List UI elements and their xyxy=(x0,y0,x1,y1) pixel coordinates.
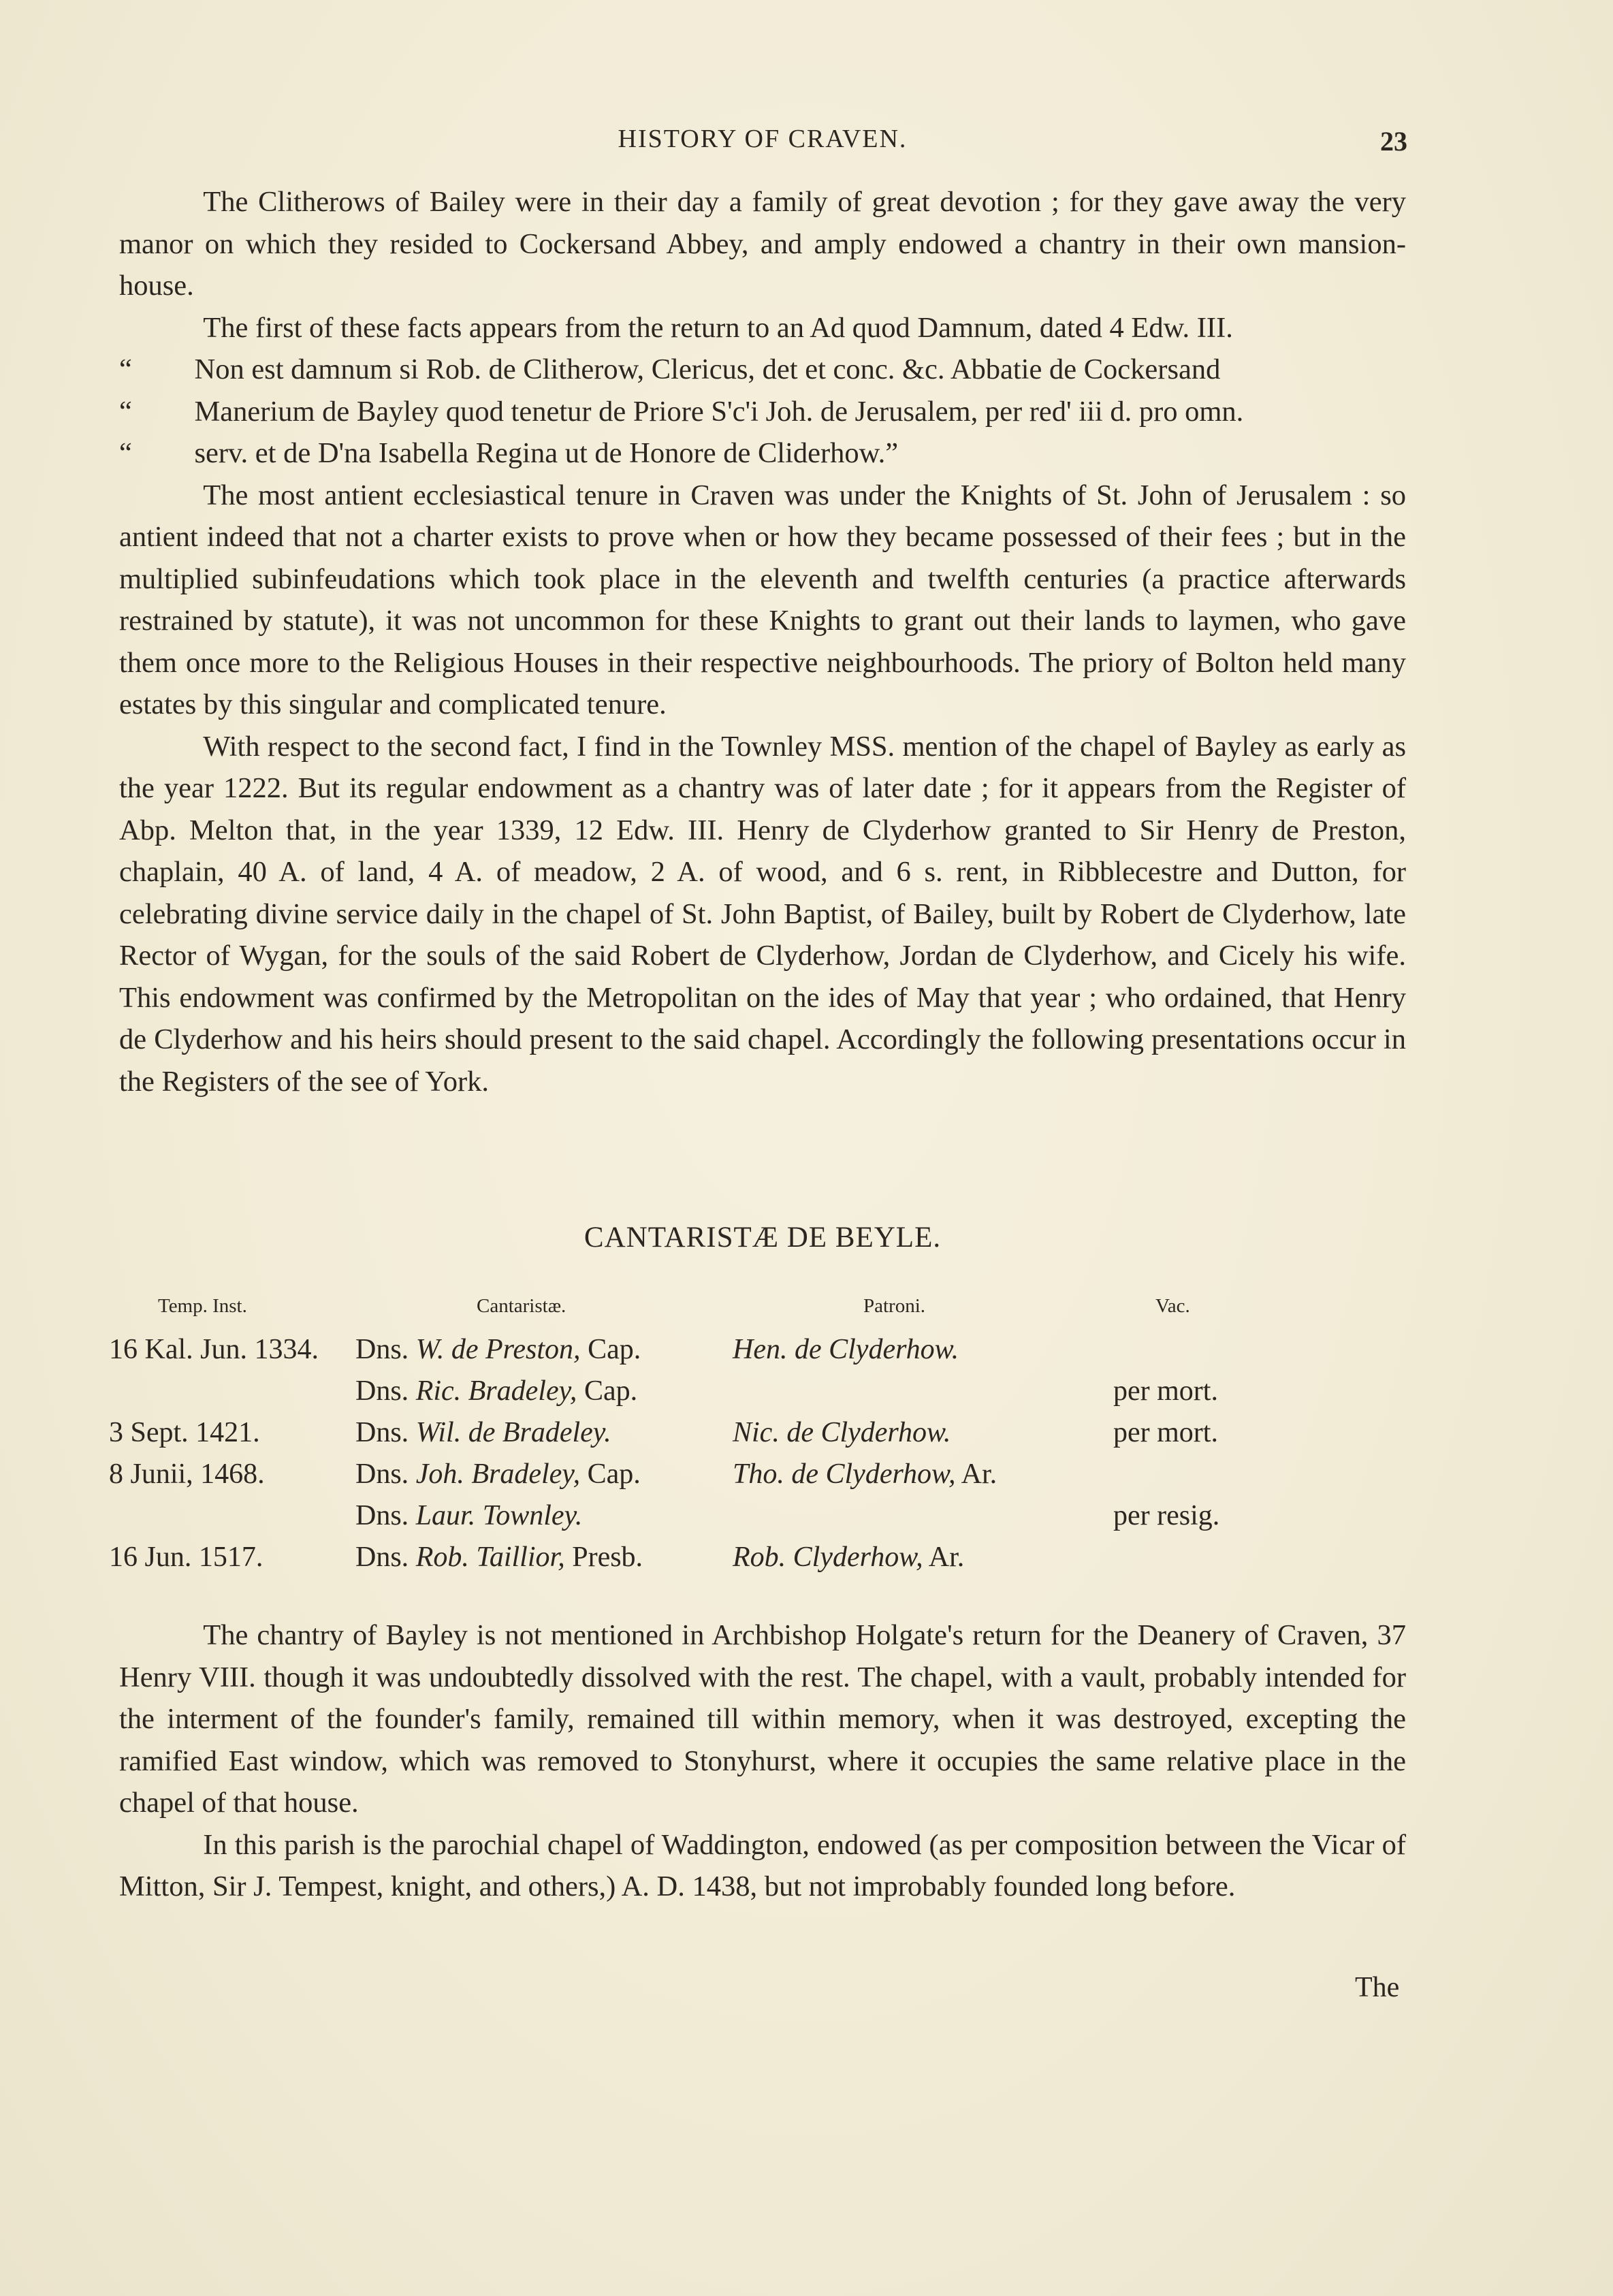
cantarist-cell xyxy=(355,1458,641,1490)
table-row xyxy=(109,1375,1416,1416)
paragraph: The Clitherows of Bailey were in their day a family of great devotion ; for they gave away the very manor on which they resided to Cockersand Abbey, and amply endowed a chantry in their own mansion-house. xyxy=(119,186,1406,302)
date-cell: 3 Sept. 1421. xyxy=(109,1417,260,1448)
cantarist-cell xyxy=(355,1499,582,1532)
quote-text: serv. et de D'na Isabella Regina ut de Honore de Cliderhow.” xyxy=(194,437,899,469)
table-title: CANTARISTÆ DE BEYLE. xyxy=(584,1222,942,1254)
cantarist-title: Dns. xyxy=(355,1375,409,1407)
paragraph: In this parish is the parochial chapel of Waddington, endowed (as per composition between the Vicar of Mitton, Sir J. Tempest, knight, and others,) A. D. 1438, but not improbably founded long before. xyxy=(119,1828,1406,1902)
quote-mark: “ xyxy=(119,437,132,469)
table-row xyxy=(109,1458,1416,1499)
table-row xyxy=(109,1416,1416,1458)
column-header: Vac. xyxy=(1155,1295,1190,1317)
cantarist-title: Dns. xyxy=(355,1334,409,1365)
column-header: Temp. Inst. xyxy=(158,1295,247,1317)
date-cell: 8 Junii, 1468. xyxy=(109,1458,265,1490)
text-block-top xyxy=(119,181,1406,1102)
patron-suffix: Ar. xyxy=(961,1458,997,1490)
vacancy-cell: per mort. xyxy=(1113,1417,1218,1448)
column-header: Cantaristæ. xyxy=(477,1295,566,1317)
patron-cell xyxy=(733,1416,951,1449)
paragraph: The first of these facts appears from the return to an Ad quod Damnum, dated 4 Edw. III. xyxy=(203,311,1233,344)
chantry-table xyxy=(109,1295,1416,1581)
patron-cell xyxy=(733,1458,997,1490)
cantarist-title: Dns. xyxy=(355,1458,409,1490)
date-cell: 16 Kal. Jun. 1334. xyxy=(109,1334,319,1365)
cantarist-name: Wil. de Bradeley. xyxy=(415,1417,611,1448)
cantarist-suffix: Cap. xyxy=(588,1334,641,1365)
table-row xyxy=(109,1333,1416,1375)
date-cell: 16 Jun. 1517. xyxy=(109,1542,263,1573)
quote-mark: “ xyxy=(119,353,132,385)
patron-name: Rob. Clyderhow, xyxy=(733,1542,923,1573)
patron-name: Hen. de Clyderhow. xyxy=(733,1334,959,1365)
cantarist-cell xyxy=(355,1375,637,1407)
column-header: Patroni. xyxy=(863,1295,926,1317)
patron-name: Nic. de Clyderhow. xyxy=(733,1417,951,1448)
cantarist-cell xyxy=(355,1541,643,1574)
cantarist-name: Ric. Bradeley, xyxy=(415,1375,577,1407)
vacancy-cell: per mort. xyxy=(1113,1375,1218,1407)
cantarist-suffix: Cap. xyxy=(587,1458,641,1490)
table-row xyxy=(109,1499,1416,1541)
quote-line xyxy=(119,391,1406,433)
quotation xyxy=(119,349,1406,475)
vacancy-cell: per resig. xyxy=(1113,1500,1220,1531)
paragraph: With respect to the second fact, I find in the Townley MSS. mention of the chapel of Bayley as early as the year 1222. But its regular endowment as a chantry was of later date ; for it appears from the Register of Abp. Melton that, in the year 1339, 12 Edw. III. Henry de Clyderhow granted to Sir Henry de Preston, chaplain, 40 A. of land, 4 A. of meadow, 2 A. of wood, and 6 s. rent, in Ribblecestre and Dutton, for celebrating divine service daily in the chapel of St. John Baptist, of Bailey, built by Robert de Clyderhow, late Rector of Wygan, for the souls of the said Robert de Clyderhow, Jordan de Clyderhow, and Cicely his wife. This endowment was confirmed by the Metropolitan on the ides of May that year ; who ordained, that Henry de Clyderhow and his heirs should present to the said chapel. Accordingly the following presentations occur in the Registers of the see of York. xyxy=(119,730,1406,1098)
quote-text: Non est damnum si Rob. de Clitherow, Clericus, det et conc. &c. Abbatie de Cockersand xyxy=(194,353,1221,385)
paragraph: The chantry of Bayley is not mentioned in Archbishop Holgate's return for the Deanery of Craven, 37 Henry VIII. though it was undoubtedly dissolved with the rest. The chapel, with a vault, probably intended for the interment of the founder's family, remained till within memory, when it was destroyed, excepting the ramified East window, which was removed to Stonyhurst, where it occupies the same relative place in the chapel of that house. xyxy=(119,1619,1406,1819)
patron-cell xyxy=(733,1333,959,1366)
catchword: The xyxy=(1355,1972,1400,2003)
page-number: 23 xyxy=(1380,126,1407,157)
cantarist-name: W. de Preston, xyxy=(415,1334,581,1365)
cantarist-name: Joh. Bradeley, xyxy=(415,1458,581,1490)
patron-name: Tho. de Clyderhow, xyxy=(733,1458,956,1490)
quote-line xyxy=(119,432,1406,475)
quote-mark: “ xyxy=(119,395,132,428)
running-title: HISTORY OF CRAVEN. xyxy=(618,125,908,153)
cantarist-title: Dns. xyxy=(355,1500,409,1531)
cantarist-cell xyxy=(355,1416,611,1449)
quote-line xyxy=(119,349,1406,391)
paragraph: The most antient ecclesiastical tenure in Craven was under the Knights of St. John of Jerusalem : so antient indeed that not a charter exists to prove when or how they became possessed of their fees ; but in the multiplied subinfeudations which took place in the eleventh and twelfth centuries (a practice afterwards restrained by statute), it was not uncommon for these Knights to grant out their lands to laymen, who gave them once more to the Religious Houses in their respective neighbourhoods. The priory of Bolton held many estates by this singular and complicated tenure. xyxy=(119,479,1406,720)
cantarist-suffix: Cap. xyxy=(584,1375,638,1407)
patron-cell xyxy=(733,1541,964,1574)
page-header xyxy=(119,124,1406,165)
text-block-bottom xyxy=(119,1614,1406,1908)
patron-suffix: Ar. xyxy=(928,1542,965,1573)
cantarist-name: Rob. Taillior, xyxy=(415,1542,565,1573)
cantarist-cell xyxy=(355,1333,641,1366)
cantarist-title: Dns. xyxy=(355,1542,409,1573)
table-row xyxy=(109,1541,1416,1582)
cantarist-name: Laur. Townley. xyxy=(415,1500,583,1531)
cantarist-suffix: Presb. xyxy=(572,1542,643,1573)
quote-text: Manerium de Bayley quod tenetur de Priore S'c'i Joh. de Jerusalem, per red' iii d. pro omn. xyxy=(194,395,1244,428)
cantarist-title: Dns. xyxy=(355,1417,409,1448)
